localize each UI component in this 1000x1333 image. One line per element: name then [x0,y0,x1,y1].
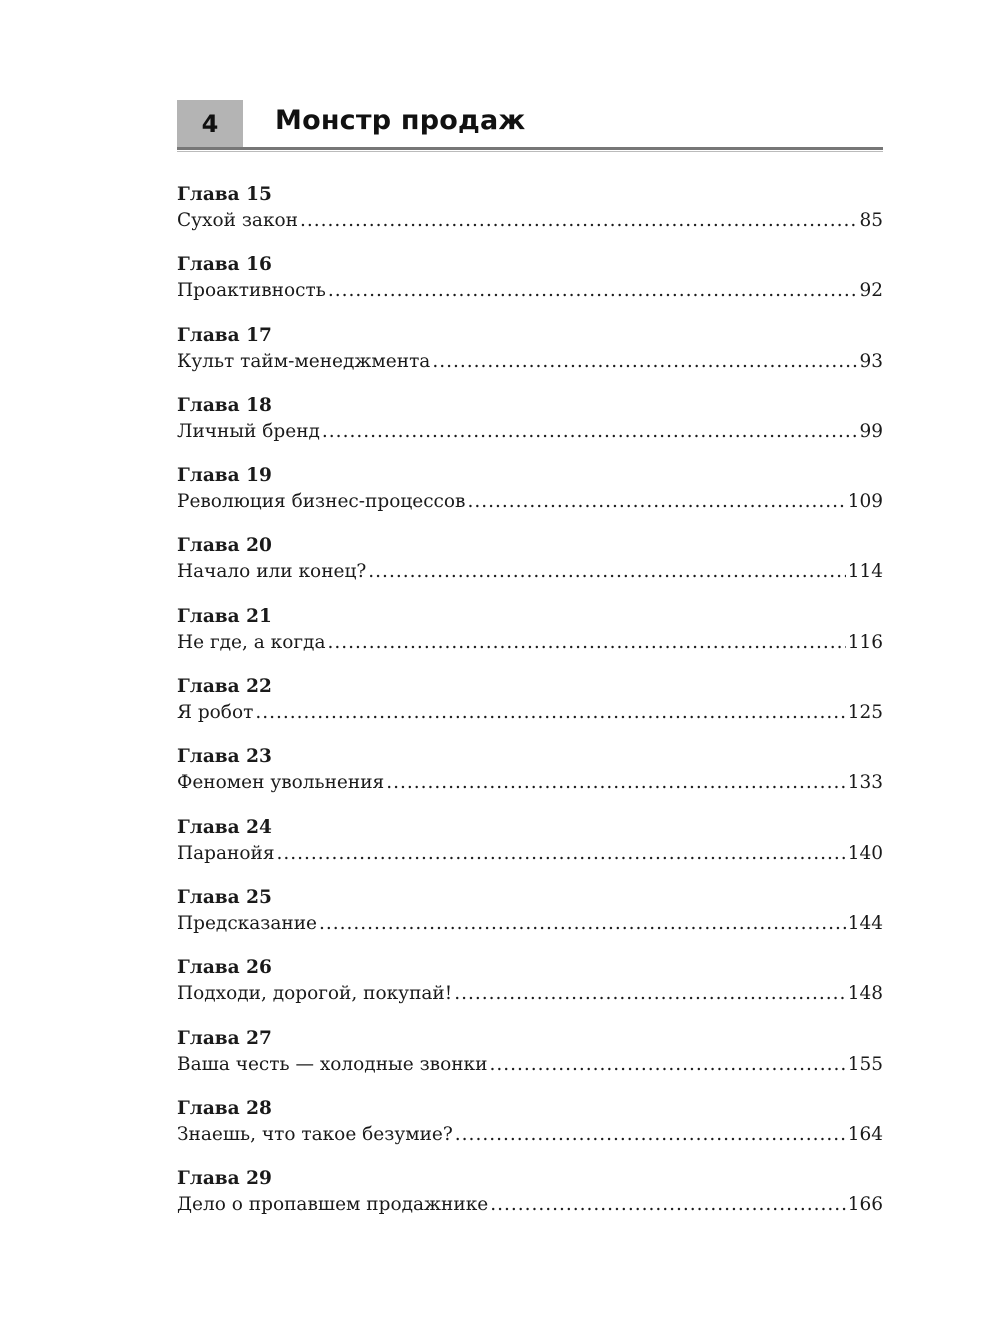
chapter-label: Глава 16 [177,254,272,276]
chapter-label: Глава 24 [177,816,272,838]
page-ref: 148 [847,983,883,1005]
chapter-title: Я робот [177,702,254,724]
toc-entry [177,1166,883,1236]
page-ref: 133 [847,772,883,794]
page-ref: 99 [859,420,883,442]
toc-line [177,630,883,656]
toc-line [177,700,883,726]
toc-line [177,419,883,445]
toc-entry [177,604,883,674]
dot-leader [277,841,846,867]
chapter-title: Предсказание [177,912,317,934]
running-title: Монстр продаж [275,105,526,136]
chapter-label: Глава 23 [177,746,272,768]
dot-leader [467,489,845,515]
chapter-label: Глава 17 [177,324,272,346]
toc-line [177,1052,883,1078]
toc-entry [177,393,883,463]
page-ref: 166 [847,1194,883,1216]
toc-line [177,1192,883,1218]
page-ref: 164 [847,1123,883,1145]
dot-leader [490,1192,845,1218]
toc-entry [177,252,883,322]
toc-line [177,770,883,796]
chapter-title: Подходи, дорогой, покупай! [177,983,453,1005]
toc-entry [177,744,883,814]
dot-leader [300,208,857,234]
header-rule-thin [177,151,883,152]
chapter-label: Глава 27 [177,1027,272,1049]
toc-line [177,841,883,867]
chapter-title: Сухой закон [177,210,298,231]
toc-line [177,911,883,937]
chapter-title: Знаешь, что такое безумие? [177,1123,453,1145]
dot-leader [322,419,858,445]
dot-leader [368,559,845,585]
chapter-title: Проактивность [177,280,326,302]
page-ref: 155 [847,1053,883,1075]
chapter-label: Глава 26 [177,957,272,979]
page-ref: 140 [847,842,883,864]
chapter-label: Глава 18 [177,394,272,416]
page-ref: 114 [847,561,883,583]
toc-line [177,981,883,1007]
toc-entry [177,182,883,252]
toc-entry [177,463,883,533]
toc-line [177,489,883,515]
dot-leader [432,349,857,375]
chapter-title: Феномен увольнения [177,772,385,794]
dot-leader [455,1122,846,1148]
chapter-label: Глава 20 [177,535,272,557]
chapter-title: Культ тайм-менеджмента [177,350,431,372]
page-header [177,100,883,150]
chapter-title: Паранойя [177,842,275,864]
page-ref: 144 [847,912,883,934]
dot-leader [386,770,845,796]
chapter-label: Глава 15 [177,184,272,205]
chapter-label: Глава 25 [177,886,272,908]
toc-line [177,349,883,375]
chapter-label: Глава 21 [177,605,272,627]
chapter-title: Личный бренд [177,420,320,442]
header-rule [177,147,883,150]
chapter-label: Глава 22 [177,676,272,698]
chapter-title: Революция бизнес-процессов [177,491,466,513]
dot-leader [328,278,858,304]
dot-leader [327,630,845,656]
dot-leader [454,981,846,1007]
toc-entry [177,1096,883,1166]
toc-entry [177,533,883,603]
toc-entry [177,674,883,744]
page-ref: 125 [847,702,883,724]
chapter-title: Дело о пропавшем продажнике [177,1194,489,1216]
page-ref: 92 [859,280,883,302]
table-of-contents [177,182,883,1236]
chapter-label: Глава 19 [177,465,272,487]
toc-entry [177,955,883,1025]
toc-entry [177,1026,883,1096]
page-ref: 109 [847,491,883,513]
toc-entry [177,885,883,955]
chapter-title: Не где, а когда [177,631,326,653]
toc-entry [177,323,883,393]
chapter-label: Глава 28 [177,1097,272,1119]
toc-line [177,559,883,585]
toc-entry [177,815,883,885]
toc-line [177,1122,883,1148]
page-ref: 85 [859,210,883,231]
toc-line [177,208,883,234]
dot-leader [255,700,845,726]
page-ref: 93 [859,350,883,372]
dot-leader [319,911,846,937]
page-number: 4 [177,100,243,147]
chapter-title: Начало или конец? [177,561,367,583]
dot-leader [489,1052,845,1078]
page-ref: 116 [847,631,883,653]
chapter-title: Ваша честь — холодные звонки [177,1053,488,1075]
chapter-label: Глава 29 [177,1168,272,1190]
toc-line [177,278,883,304]
